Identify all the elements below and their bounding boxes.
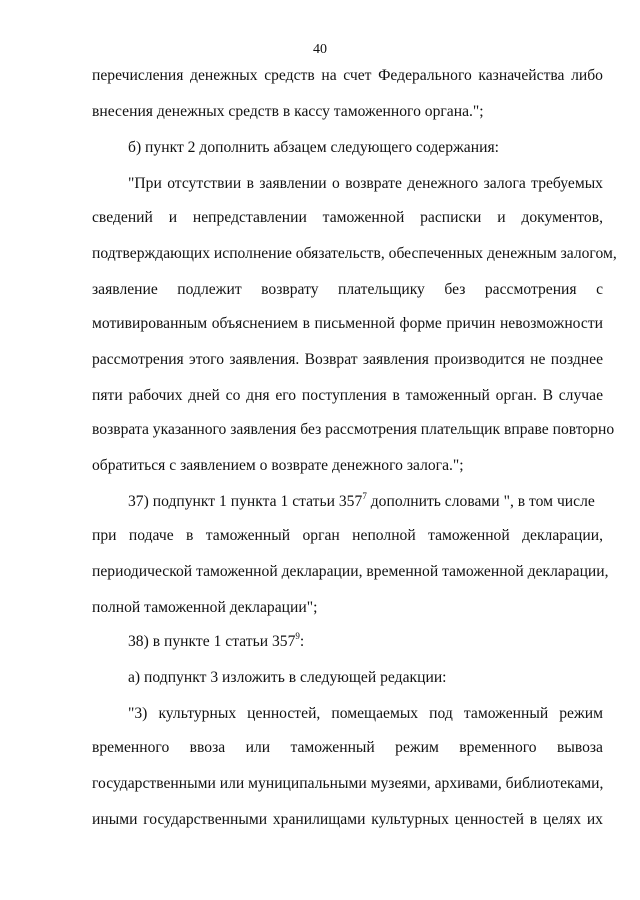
text-line: при подаче в таможенный орган неполной таможенной декларации, xyxy=(92,527,603,544)
text-line xyxy=(128,492,603,512)
superscript: 7 xyxy=(362,490,367,501)
text-segment: : xyxy=(299,633,305,650)
text-line: пяти рабочих дней со дня его поступления в таможенный орган. В случае xyxy=(92,387,603,404)
text-line: мотивированным объяснением в письменной форме причин невозможности xyxy=(92,315,603,332)
text-line: государственными или муниципальными музеями, архивами, библиотеками, xyxy=(92,775,604,792)
text-line: полной таможенной декларации"; xyxy=(92,599,318,616)
text-line: периодической таможенной декларации, временной таможенной декларации, xyxy=(92,563,609,580)
text-line: заявление подлежит возврату плательщику без рассмотрения с xyxy=(92,281,603,298)
text-line xyxy=(128,632,603,652)
text-line: "При отсутствии в заявлении о возврате денежного залога требуемых xyxy=(128,175,603,192)
text-line: "3) культурных ценностей, помещаемых под таможенный режим xyxy=(128,705,603,722)
text-line: подтверждающих исполнение обязательств, обеспеченных денежным залогом, xyxy=(92,245,617,262)
text-segment: 37) подпункт 1 пункта 1 статьи 357 xyxy=(128,493,363,510)
text-line: перечисления денежных средств на счет Федерального казначейства либо xyxy=(92,67,603,84)
text-segment: 38) в пункте 1 статьи 357 xyxy=(128,633,296,650)
text-line: возврата указанного заявления без рассмотрения плательщик вправе повторно xyxy=(92,421,615,438)
text-line: внесения денежных средств в кассу таможенного органа."; xyxy=(92,103,484,120)
text-line: рассмотрения этого заявления. Возврат заявления производится не позднее xyxy=(92,351,603,368)
text-line: обратиться с заявлением о возврате денежного залога."; xyxy=(92,457,464,474)
text-line: а) подпункт 3 изложить в следующей редакции: xyxy=(128,669,447,686)
superscript: 9 xyxy=(295,630,300,641)
text-line: иными государственными хранилищами культурных ценностей в целях их xyxy=(92,811,603,828)
text-segment: дополнить словами ", в том числе xyxy=(366,493,595,510)
text-line: временного ввоза или таможенный режим временного вывоза xyxy=(92,739,603,756)
text-line: сведений и непредставлении таможенной расписки и документов, xyxy=(92,209,603,226)
text-line: б) пункт 2 дополнить абзацем следующего содержания: xyxy=(128,139,499,156)
page-number: 40 xyxy=(313,42,327,57)
